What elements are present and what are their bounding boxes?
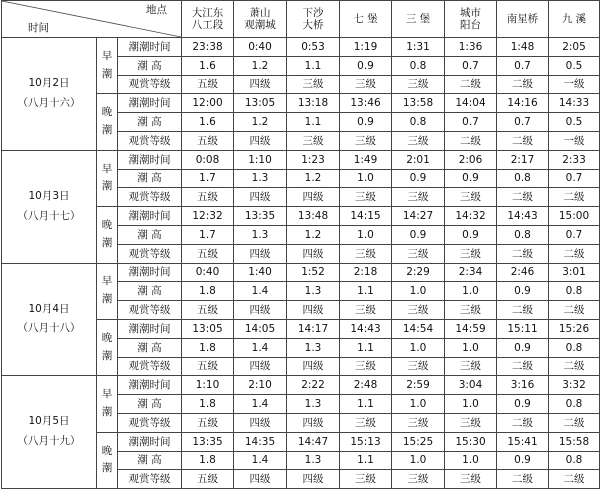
value-cell: 三级	[445, 470, 497, 489]
value-cell: 1:48	[497, 38, 549, 57]
evening-tide-label	[97, 432, 118, 488]
value-cell: 二级	[497, 131, 549, 150]
value-cell: 1.1	[287, 56, 340, 75]
value-cell: 四级	[287, 188, 340, 207]
value-cell: 三级	[287, 75, 340, 94]
value-cell: 五级	[182, 188, 234, 207]
value-cell: 三级	[392, 131, 445, 150]
value-cell: 0.5	[549, 113, 600, 132]
value-cell: 15:13	[340, 432, 392, 451]
value-cell: 13:05	[182, 319, 234, 338]
value-cell: 1.0	[392, 395, 445, 414]
value-cell: 四级	[287, 301, 340, 320]
value-cell: 1.0	[340, 169, 392, 188]
value-cell: 1.6	[182, 113, 234, 132]
corner-time-label: 时间	[28, 21, 49, 34]
location-name-line: 大江东	[191, 6, 224, 19]
value-cell: 二级	[549, 244, 600, 263]
value-cell: 1.8	[182, 395, 234, 414]
row-label: 观赏等级	[118, 470, 182, 489]
value-cell: 0.9	[445, 169, 497, 188]
value-cell: 1.4	[234, 282, 287, 301]
tide-time-row	[2, 376, 600, 395]
value-cell: 14:33	[549, 94, 600, 113]
value-cell: 二级	[497, 413, 549, 432]
value-cell: 1:19	[340, 38, 392, 57]
value-cell: 14:04	[445, 94, 497, 113]
row-label: 观赏等级	[118, 131, 182, 150]
location-name-line: 城市	[460, 6, 482, 19]
value-cell: 3:01	[549, 263, 600, 282]
value-cell: 1:49	[340, 150, 392, 169]
value-cell: 三级	[392, 470, 445, 489]
row-label: 潮 高	[118, 338, 182, 357]
value-cell: 2:46	[497, 263, 549, 282]
value-cell: 三级	[392, 188, 445, 207]
header-row	[2, 1, 600, 38]
lunar-date: （八月十六）	[17, 96, 81, 109]
value-cell: 13:35	[234, 207, 287, 226]
value-cell: 三级	[445, 413, 497, 432]
value-cell: 2:01	[392, 150, 445, 169]
value-cell: 0:53	[287, 38, 340, 57]
period-char: 潮	[101, 349, 113, 362]
value-cell: 1.0	[445, 338, 497, 357]
value-cell: 三级	[340, 75, 392, 94]
value-cell: 13:18	[287, 94, 340, 113]
location-header-6	[497, 1, 549, 38]
period-char: 潮	[101, 236, 113, 249]
date-cell	[2, 263, 97, 376]
value-cell: 二级	[549, 301, 600, 320]
value-cell: 四级	[287, 357, 340, 376]
value-cell: 三级	[340, 131, 392, 150]
value-cell: 0.7	[497, 113, 549, 132]
tide-schedule-table	[1, 0, 600, 489]
value-cell: 0.8	[549, 338, 600, 357]
value-cell: 2:48	[340, 376, 392, 395]
value-cell: 2:29	[392, 263, 445, 282]
value-cell: 0.8	[497, 169, 549, 188]
value-cell: 五级	[182, 75, 234, 94]
value-cell: 五级	[182, 413, 234, 432]
value-cell: 三级	[392, 357, 445, 376]
location-name-line: 阳台	[460, 19, 482, 31]
value-cell: 1:23	[287, 150, 340, 169]
value-cell: 二级	[497, 188, 549, 207]
location-name-line: 八工段	[191, 19, 224, 31]
value-cell: 五级	[182, 301, 234, 320]
location-name-line: 萧山	[249, 6, 271, 19]
value-cell: 1.0	[392, 282, 445, 301]
value-cell: 1.0	[392, 338, 445, 357]
value-cell: 1.2	[234, 113, 287, 132]
value-cell: 1.3	[287, 282, 340, 301]
value-cell: 一级	[549, 75, 600, 94]
value-cell: 1.1	[340, 451, 392, 470]
row-label: 潮潮时间	[118, 38, 182, 57]
value-cell: 0.8	[549, 282, 600, 301]
value-cell: 1.3	[234, 225, 287, 244]
value-cell: 1:10	[182, 376, 234, 395]
value-cell: 1.4	[234, 338, 287, 357]
value-cell: 0.9	[497, 282, 549, 301]
value-cell: 15:41	[497, 432, 549, 451]
value-cell: 1.7	[182, 169, 234, 188]
value-cell: 2:33	[549, 150, 600, 169]
value-cell: 三级	[445, 188, 497, 207]
value-cell: 二级	[445, 75, 497, 94]
value-cell: 15:30	[445, 432, 497, 451]
lunar-date: （八月十八）	[17, 322, 81, 335]
value-cell: 1.1	[340, 395, 392, 414]
value-cell: 13:46	[340, 94, 392, 113]
value-cell: 2:17	[497, 150, 549, 169]
value-cell: 13:48	[287, 207, 340, 226]
value-cell: 三级	[340, 301, 392, 320]
value-cell: 五级	[182, 131, 234, 150]
location-name-line: 大桥	[302, 19, 324, 31]
value-cell: 0.9	[392, 225, 445, 244]
tide-time-row	[2, 263, 600, 282]
value-cell: 0.9	[497, 395, 549, 414]
period-char: 潮	[101, 293, 113, 306]
value-cell: 2:05	[549, 38, 600, 57]
value-cell: 0:40	[182, 263, 234, 282]
value-cell: 四级	[234, 413, 287, 432]
value-cell: 1:52	[287, 263, 340, 282]
row-label: 潮潮时间	[118, 94, 182, 113]
value-cell: 三级	[287, 131, 340, 150]
value-cell: 三级	[445, 301, 497, 320]
value-cell: 13:58	[392, 94, 445, 113]
period-char: 早	[101, 162, 113, 175]
value-cell: 1:40	[234, 263, 287, 282]
corner-location-label: 地点	[146, 4, 168, 16]
value-cell: 1.3	[234, 169, 287, 188]
value-cell: 1.3	[287, 451, 340, 470]
value-cell: 12:32	[182, 207, 234, 226]
period-char: 晚	[101, 444, 113, 457]
morning-tide-label	[97, 376, 118, 432]
period-char: 潮	[101, 124, 113, 137]
value-cell: 2:06	[445, 150, 497, 169]
value-cell: 2:34	[445, 263, 497, 282]
value-cell: 1.0	[340, 225, 392, 244]
location-header-4	[392, 1, 445, 38]
period-char: 潮	[101, 180, 113, 193]
value-cell: 1.0	[445, 451, 497, 470]
value-cell: 1.4	[234, 395, 287, 414]
value-cell: 1.2	[287, 169, 340, 188]
value-cell: 0:40	[234, 38, 287, 57]
value-cell: 1.0	[392, 451, 445, 470]
value-cell: 14:27	[392, 207, 445, 226]
location-header-7	[549, 1, 600, 38]
value-cell: 12:00	[182, 94, 234, 113]
value-cell: 五级	[182, 470, 234, 489]
value-cell: 1.0	[445, 395, 497, 414]
value-cell: 0.7	[549, 225, 600, 244]
date-cell	[2, 150, 97, 263]
value-cell: 四级	[234, 188, 287, 207]
value-cell: 0.9	[340, 113, 392, 132]
value-cell: 0.7	[549, 169, 600, 188]
value-cell: 0.7	[445, 56, 497, 75]
value-cell: 四级	[234, 131, 287, 150]
value-cell: 三级	[340, 188, 392, 207]
value-cell: 1.1	[287, 113, 340, 132]
value-cell: 二级	[497, 244, 549, 263]
morning-tide-label	[97, 263, 118, 319]
row-label: 观赏等级	[118, 357, 182, 376]
value-cell: 0.9	[445, 225, 497, 244]
value-cell: 14:43	[497, 207, 549, 226]
value-cell: 四级	[234, 301, 287, 320]
evening-tide-label	[97, 207, 118, 263]
value-cell: 三级	[392, 244, 445, 263]
value-cell: 3:16	[497, 376, 549, 395]
period-char: 潮	[101, 67, 113, 80]
row-label: 潮 高	[118, 225, 182, 244]
solar-date: 10月4日	[28, 302, 70, 315]
value-cell: 1.3	[287, 338, 340, 357]
corner-header-cell	[2, 1, 182, 38]
value-cell: 14:54	[392, 319, 445, 338]
value-cell: 五级	[182, 244, 234, 263]
value-cell: 14:43	[340, 319, 392, 338]
value-cell: 四级	[287, 244, 340, 263]
value-cell: 23:38	[182, 38, 234, 57]
row-label: 潮 高	[118, 113, 182, 132]
value-cell: 14:05	[234, 319, 287, 338]
value-cell: 0.5	[549, 56, 600, 75]
value-cell: 二级	[549, 470, 600, 489]
value-cell: 15:11	[497, 319, 549, 338]
morning-tide-label	[97, 38, 118, 94]
row-label: 潮 高	[118, 395, 182, 414]
value-cell: 14:32	[445, 207, 497, 226]
row-label: 潮 高	[118, 451, 182, 470]
row-label: 观赏等级	[118, 413, 182, 432]
row-label: 潮 高	[118, 282, 182, 301]
evening-tide-label	[97, 319, 118, 375]
value-cell: 1.1	[340, 338, 392, 357]
tide-time-row	[2, 150, 600, 169]
value-cell: 二级	[497, 470, 549, 489]
period-char: 早	[101, 388, 113, 401]
value-cell: 二级	[497, 357, 549, 376]
value-cell: 14:16	[497, 94, 549, 113]
location-name-line: 三 堡	[405, 12, 431, 25]
value-cell: 15:00	[549, 207, 600, 226]
value-cell: 14:35	[234, 432, 287, 451]
value-cell: 三级	[340, 413, 392, 432]
value-cell: 四级	[234, 75, 287, 94]
value-cell: 2:10	[234, 376, 287, 395]
period-char: 晚	[101, 331, 113, 344]
value-cell: 三级	[445, 357, 497, 376]
value-cell: 四级	[287, 413, 340, 432]
value-cell: 0.9	[497, 338, 549, 357]
value-cell: 3:04	[445, 376, 497, 395]
period-char: 晚	[101, 106, 113, 119]
value-cell: 五级	[182, 357, 234, 376]
value-cell: 1:31	[392, 38, 445, 57]
value-cell: 1.1	[340, 282, 392, 301]
location-name-line: 七 堡	[353, 12, 378, 25]
value-cell: 二级	[549, 413, 600, 432]
value-cell: 二级	[497, 301, 549, 320]
value-cell: 1.3	[287, 395, 340, 414]
value-cell: 2:59	[392, 376, 445, 395]
value-cell: 13:05	[234, 94, 287, 113]
value-cell: 0.7	[497, 56, 549, 75]
value-cell: 13:35	[182, 432, 234, 451]
row-label: 潮潮时间	[118, 376, 182, 395]
value-cell: 14:47	[287, 432, 340, 451]
value-cell: 1:10	[234, 150, 287, 169]
value-cell: 0.8	[549, 395, 600, 414]
value-cell: 二级	[549, 357, 600, 376]
lunar-date: （八月十九）	[17, 435, 81, 448]
row-label: 观赏等级	[118, 244, 182, 263]
period-char: 潮	[101, 462, 113, 475]
value-cell: 0.9	[340, 56, 392, 75]
value-cell: 1.8	[182, 338, 234, 357]
value-cell: 三级	[340, 244, 392, 263]
row-label: 潮 高	[118, 169, 182, 188]
location-header-3	[340, 1, 392, 38]
period-char: 早	[101, 49, 113, 62]
row-label: 潮潮时间	[118, 432, 182, 451]
row-label: 潮潮时间	[118, 319, 182, 338]
solar-date: 10月5日	[28, 415, 70, 428]
value-cell: 三级	[392, 75, 445, 94]
value-cell: 3:32	[549, 376, 600, 395]
row-label: 观赏等级	[118, 301, 182, 320]
row-label: 潮潮时间	[118, 207, 182, 226]
value-cell: 1.2	[287, 225, 340, 244]
tide-time-row	[2, 38, 600, 57]
value-cell: 1:36	[445, 38, 497, 57]
solar-date: 10月3日	[28, 189, 70, 202]
value-cell: 0.8	[549, 451, 600, 470]
value-cell: 1.8	[182, 451, 234, 470]
row-label: 观赏等级	[118, 75, 182, 94]
value-cell: 14:17	[287, 319, 340, 338]
row-label: 潮 高	[118, 56, 182, 75]
row-label: 潮潮时间	[118, 150, 182, 169]
lunar-date: （八月十七）	[17, 209, 81, 222]
location-header-0	[182, 1, 234, 38]
value-cell: 二级	[445, 131, 497, 150]
period-char: 早	[101, 275, 113, 288]
value-cell: 0:08	[182, 150, 234, 169]
solar-date: 10月2日	[28, 76, 70, 89]
value-cell: 二级	[549, 188, 600, 207]
row-label: 潮潮时间	[118, 263, 182, 282]
date-cell	[2, 376, 97, 489]
value-cell: 0.9	[497, 451, 549, 470]
value-cell: 三级	[445, 244, 497, 263]
value-cell: 0.9	[392, 169, 445, 188]
value-cell: 1.0	[445, 282, 497, 301]
value-cell: 0.8	[497, 225, 549, 244]
value-cell: 1.2	[234, 56, 287, 75]
value-cell: 15:58	[549, 432, 600, 451]
value-cell: 15:26	[549, 319, 600, 338]
row-label: 观赏等级	[118, 188, 182, 207]
period-char: 潮	[101, 406, 113, 419]
value-cell: 1.4	[234, 451, 287, 470]
value-cell: 三级	[340, 357, 392, 376]
date-cell	[2, 38, 97, 151]
location-header-5	[445, 1, 497, 38]
value-cell: 1.7	[182, 225, 234, 244]
location-header-1	[234, 1, 287, 38]
value-cell: 2:22	[287, 376, 340, 395]
value-cell: 四级	[234, 470, 287, 489]
value-cell: 0.7	[445, 113, 497, 132]
value-cell: 二级	[497, 75, 549, 94]
value-cell: 1.6	[182, 56, 234, 75]
value-cell: 三级	[340, 470, 392, 489]
value-cell: 15:25	[392, 432, 445, 451]
value-cell: 三级	[392, 301, 445, 320]
morning-tide-label	[97, 150, 118, 206]
location-name-line: 观潮城	[244, 19, 276, 31]
evening-tide-label	[97, 94, 118, 150]
value-cell: 三级	[392, 413, 445, 432]
location-name-line: 九 溪	[561, 12, 587, 25]
value-cell: 2:18	[340, 263, 392, 282]
value-cell: 四级	[234, 357, 287, 376]
value-cell: 0.8	[392, 56, 445, 75]
location-header-2	[287, 1, 340, 38]
location-name-line: 下沙	[302, 6, 324, 19]
period-char: 晚	[101, 219, 113, 232]
value-cell: 一级	[549, 131, 600, 150]
location-name-line: 南星桥	[506, 12, 539, 25]
value-cell: 0.8	[392, 113, 445, 132]
value-cell: 14:15	[340, 207, 392, 226]
value-cell: 1.8	[182, 282, 234, 301]
value-cell: 四级	[234, 244, 287, 263]
value-cell: 14:59	[445, 319, 497, 338]
value-cell: 四级	[287, 470, 340, 489]
